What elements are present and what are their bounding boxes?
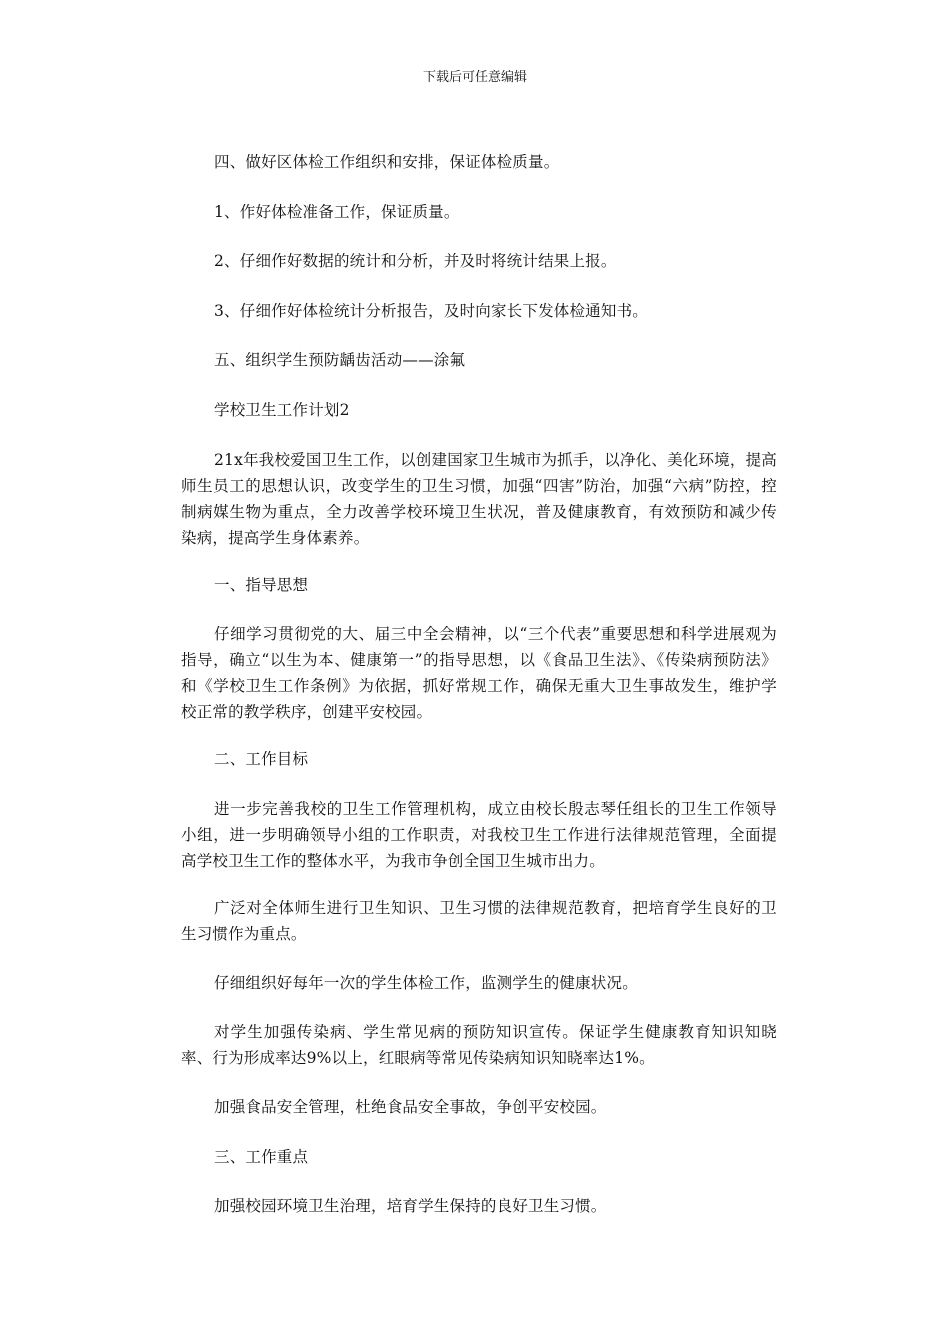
paragraph: 对学生加强传染病、学生常见病的预防知识宣传。保证学生健康教育知识知晓率、行为形成率达9%以上，红眼病等常见传染病知识知晓率达1%。: [181, 1023, 777, 1067]
paragraph: 3、仔细作好体检统计分析报告，及时向家长下发体检通知书。: [214, 302, 648, 320]
paragraph: 加强校园环境卫生治理，培育学生保持的良好卫生习惯。: [214, 1197, 607, 1215]
paragraph: 仔细学习贯彻党的大、届三中全会精神，以“三个代表”重要思想和科学进展观为指导，确立“以生为本、健康第一”的指导思想，以《食品卫生法》、《传染病预防法》和《学校卫生工作条例》为依据，抓好常规工作，确保无重大卫生事故发生，维护学校正常的教学秩序，创建平安校园。: [181, 625, 777, 721]
paragraph: 仔细组织好每年一次的学生体检工作，监测学生的健康状况。: [214, 974, 638, 992]
paragraph: 进一步完善我校的卫生工作管理机构，成立由校长殷志琴任组长的卫生工作领导小组，进一步明确领导小组的工作职责，对我校卫生工作进行法律规范管理，全面提高学校卫生工作的整体水平，为我市争创全国卫生城市出力。: [181, 800, 777, 870]
paragraph: 四、做好区体检工作组织和安排，保证体检质量。: [214, 153, 560, 171]
paragraph: 21x年我校爱国卫生工作，以创建国家卫生城市为抓手，以净化、美化环境，提高师生员工的思想认识，改变学生的卫生习惯，加强“四害”防治，加强“六病”防控，控制病媒生物为重点，全力改善学校环境卫生状况，普及健康教育，有效预防和减少传染病，提高学生身体素养。: [181, 451, 777, 547]
paragraph: 加强食品安全管理，杜绝食品安全事故，争创平安校园。: [214, 1098, 607, 1116]
paragraph: 广泛对全体师生进行卫生知识、卫生习惯的法律规范教育，把培育学生良好的卫生习惯作为重点。: [181, 899, 777, 943]
page-header: 下载后可任意编辑: [422, 70, 527, 85]
section-heading: 三、工作重点: [214, 1148, 309, 1166]
paragraph: 2、仔细作好数据的统计和分析，并及时将统计结果上报。: [214, 252, 617, 270]
paragraph: 1、作好体检准备工作，保证质量。: [214, 203, 460, 221]
document-title: 学校卫生工作计划2: [214, 401, 350, 419]
section-heading: 二、工作目标: [214, 750, 309, 768]
section-heading: 五、组织学生预防龋齿活动——涂氟: [214, 351, 466, 369]
section-heading: 一、指导思想: [214, 576, 309, 594]
